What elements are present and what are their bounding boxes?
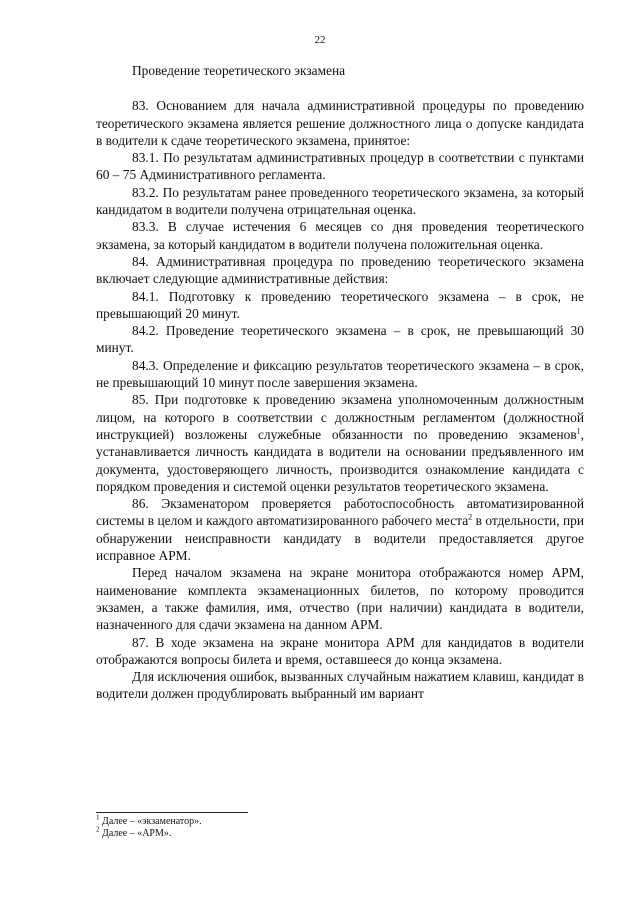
footnote-ref-1: 1 <box>576 426 581 436</box>
section-heading: Проведение теоретического экзамена <box>132 63 346 78</box>
paragraph-87-cont: Для исключения ошибок, вызванных случайным нажатием клавиш, кандидат в водители должен продублировать выбранный им вариант <box>96 669 584 702</box>
footnote-divider <box>96 812 248 813</box>
paragraph-83-2: 83.2. По результатам ранее проведенного теоретического экзамена, за который кандидатом в водители получена отрицательная оценка. <box>96 184 584 218</box>
paragraph-83-1: 83.1. По результатам административных процедур в соответствии с пунктами 60 – 75 Административного регламента. <box>96 150 584 183</box>
footnote-mark-2: 2 <box>96 825 100 834</box>
document-body <box>96 62 584 703</box>
paragraph-85-text-cont: , устанавливается личность кандидата в водители на основании предъявленного им документа, удостоверяющего личность, производится ознакомление кандидата с порядком проведения и системой оценки результатов теоретического экзамена. <box>96 426 584 494</box>
paragraph-84-1: 84.1. Подготовку к проведению теоретического экзамена – в срок, не превышающий 20 минут. <box>96 288 584 321</box>
footnote-text-1: Далее – «экзаменатор». <box>99 816 202 827</box>
footnote-text-2: Далее – «АРМ». <box>99 828 172 839</box>
footnote-mark-1: 1 <box>96 813 100 822</box>
footnote-2 <box>96 825 584 840</box>
paragraph-86-text: 86. Экзаменатором проверяется работоспособность автоматизированной системы в целом и каждого автоматизированного рабочего места <box>96 496 584 529</box>
paragraph-86-cont: Перед началом экзамена на экране монитора отображаются номер АРМ, наименование комплекта экзаменационных билетов, по которому проводится экзамен, а также фамилия, имя, отчество (при наличии) кандидата в водители, назначенного для сдачи экзамена на данном АРМ. <box>96 565 584 633</box>
paragraph-84-2: 84.2. Проведение теоретического экзамена – в срок, не превышающий 30 минут. <box>96 323 584 356</box>
paragraph-85-text: 85. При подготовке к проведению экзамена уполномоченным должностным лицом, на которого в соответствии с должностным регламентом (должностной инструкцией) возложены служебные обязанности по проведению экзаменов <box>96 392 584 442</box>
paragraph-83-3: 83.3. В случае истечения 6 месяцев со дня проведения теоретического экзамена, за который кандидатом в водители получена положительная оценка. <box>96 219 584 252</box>
paragraph-84-3: 84.3. Определение и фиксацию результатов теоретического экзамена – в срок, не превышающий 10 минут после завершения экзамена. <box>96 357 584 391</box>
footnote-ref-2: 2 <box>468 512 473 522</box>
paragraph-87: 87. В ходе экзамена на экране монитора АРМ для кандидатов в водители отображаются вопросы билета и время, оставшееся до конца экзамена. <box>96 634 584 667</box>
paragraph-86 <box>96 495 584 564</box>
paragraph-83: 83. Основанием для начала административной процедуры по проведению теоретического экзамена является решение должностного лица о допуске кандидата в водители к сдаче теоретического экзамена, принятое: <box>96 98 584 148</box>
page-number: 22 <box>314 34 326 46</box>
paragraph-84: 84. Административная процедура по проведению теоретического экзамена включает следующие административные действия: <box>96 253 584 287</box>
paragraph-86-text-cont: в отдельности, при обнаружении неисправности кандидату в водители предоставляется другое исправное АРМ. <box>96 513 585 564</box>
footnote-1 <box>96 813 584 828</box>
paragraph-85 <box>96 391 584 495</box>
footnotes <box>96 812 584 840</box>
